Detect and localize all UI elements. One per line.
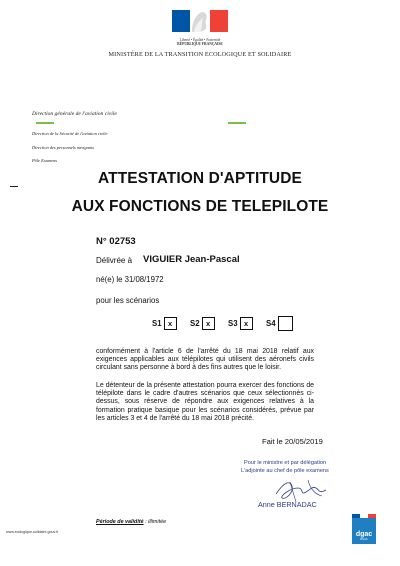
validity-period [96,519,166,525]
delivered-label: Délivrée à [96,256,133,265]
scenarios-intro: pour les scénarios [96,296,160,305]
certificate-number: N° 02753 [96,236,136,247]
rf-name: RÉPUBLIQUE FRANÇAISE [177,42,223,47]
green-dash-left [36,122,54,124]
scenario-label: S2 [190,318,200,328]
signatory-name: Anne BERNADAC [258,500,317,509]
green-dash-right [228,122,246,124]
dgac-label: Direction générale de l'aviation civile [32,111,117,117]
marianne-logo [172,8,228,38]
website-url: www.ecologique-solidaire.gouv.fr [6,530,59,534]
holder-name: VIGUIER Jean-Pascal [143,254,240,265]
issue-date: Fait le 20/05/2019 [262,437,323,446]
dgac-logo-tricolor-bar [352,514,376,518]
validity-value: : illimitée [143,519,167,525]
dgac-logo-text: dgac [355,531,373,538]
birth-date: né(e) le 31/08/1972 [96,275,164,284]
dgac-logo-subtext: DGAC [360,538,368,541]
pole-examens-label: Pôle Examens [32,158,57,163]
scenario-checkbox [278,316,293,331]
dsac-label: Direction de la Sécurité de l'aviation civile [32,131,108,136]
scenario-label: S4 [266,318,276,328]
body-paragraph-2: Le détenteur de la présente attestation pourra exercer des fonctions de télépilote dans le cadre d'autres scénarios que ceux sélectionnés ci-dessus, sous réserve de répondre aux exigences relatives à la formation pratique basique pour les scénarios considérés, prévue par les articles 3 et 4 de l'arrêté du 18 mai 2018 précité. [96,382,314,422]
scenario-checkbox: x [164,317,177,330]
ministry-name: MINISTÈRE DE LA TRANSITION ECOLOGIQUE ET SOLIDAIRE [108,51,292,58]
scenario-s1 [152,316,177,330]
scenario-checkbox: x [202,317,215,330]
title-line-2: AUX FONCTIONS DE TELEPILOTE [71,198,329,215]
scenario-s2 [190,316,215,330]
stamp-line-1: Pour le ministre et par délégation [244,460,327,466]
dpn-label: Direction des personnels navigants [32,145,94,150]
scenario-s4 [266,316,293,330]
scenario-checkbox: x [240,317,253,330]
title-line-1: ATTESTATION D'APTITUDE [98,170,302,187]
dgac-logo [352,514,376,544]
rf-motto: Liberté • Égalité • Fraternité [179,38,221,42]
stamp-line-2: L'adjointe au chef de pôle examens [241,468,329,474]
scenario-label: S1 [152,318,162,328]
validity-label: Période de validité [96,519,144,525]
scenario-s3 [228,316,253,330]
republique-francaise-text [160,38,240,46]
scenario-label: S3 [228,318,238,328]
body-paragraph-1: conformément à l'article 6 de l'arrêté du 18 mai 2018 relatif aux exigences applicables aux télépilotes qui utilisent des aéronefs civils circulant sans personne à bord à des fins autres que le loisir. [96,348,314,372]
